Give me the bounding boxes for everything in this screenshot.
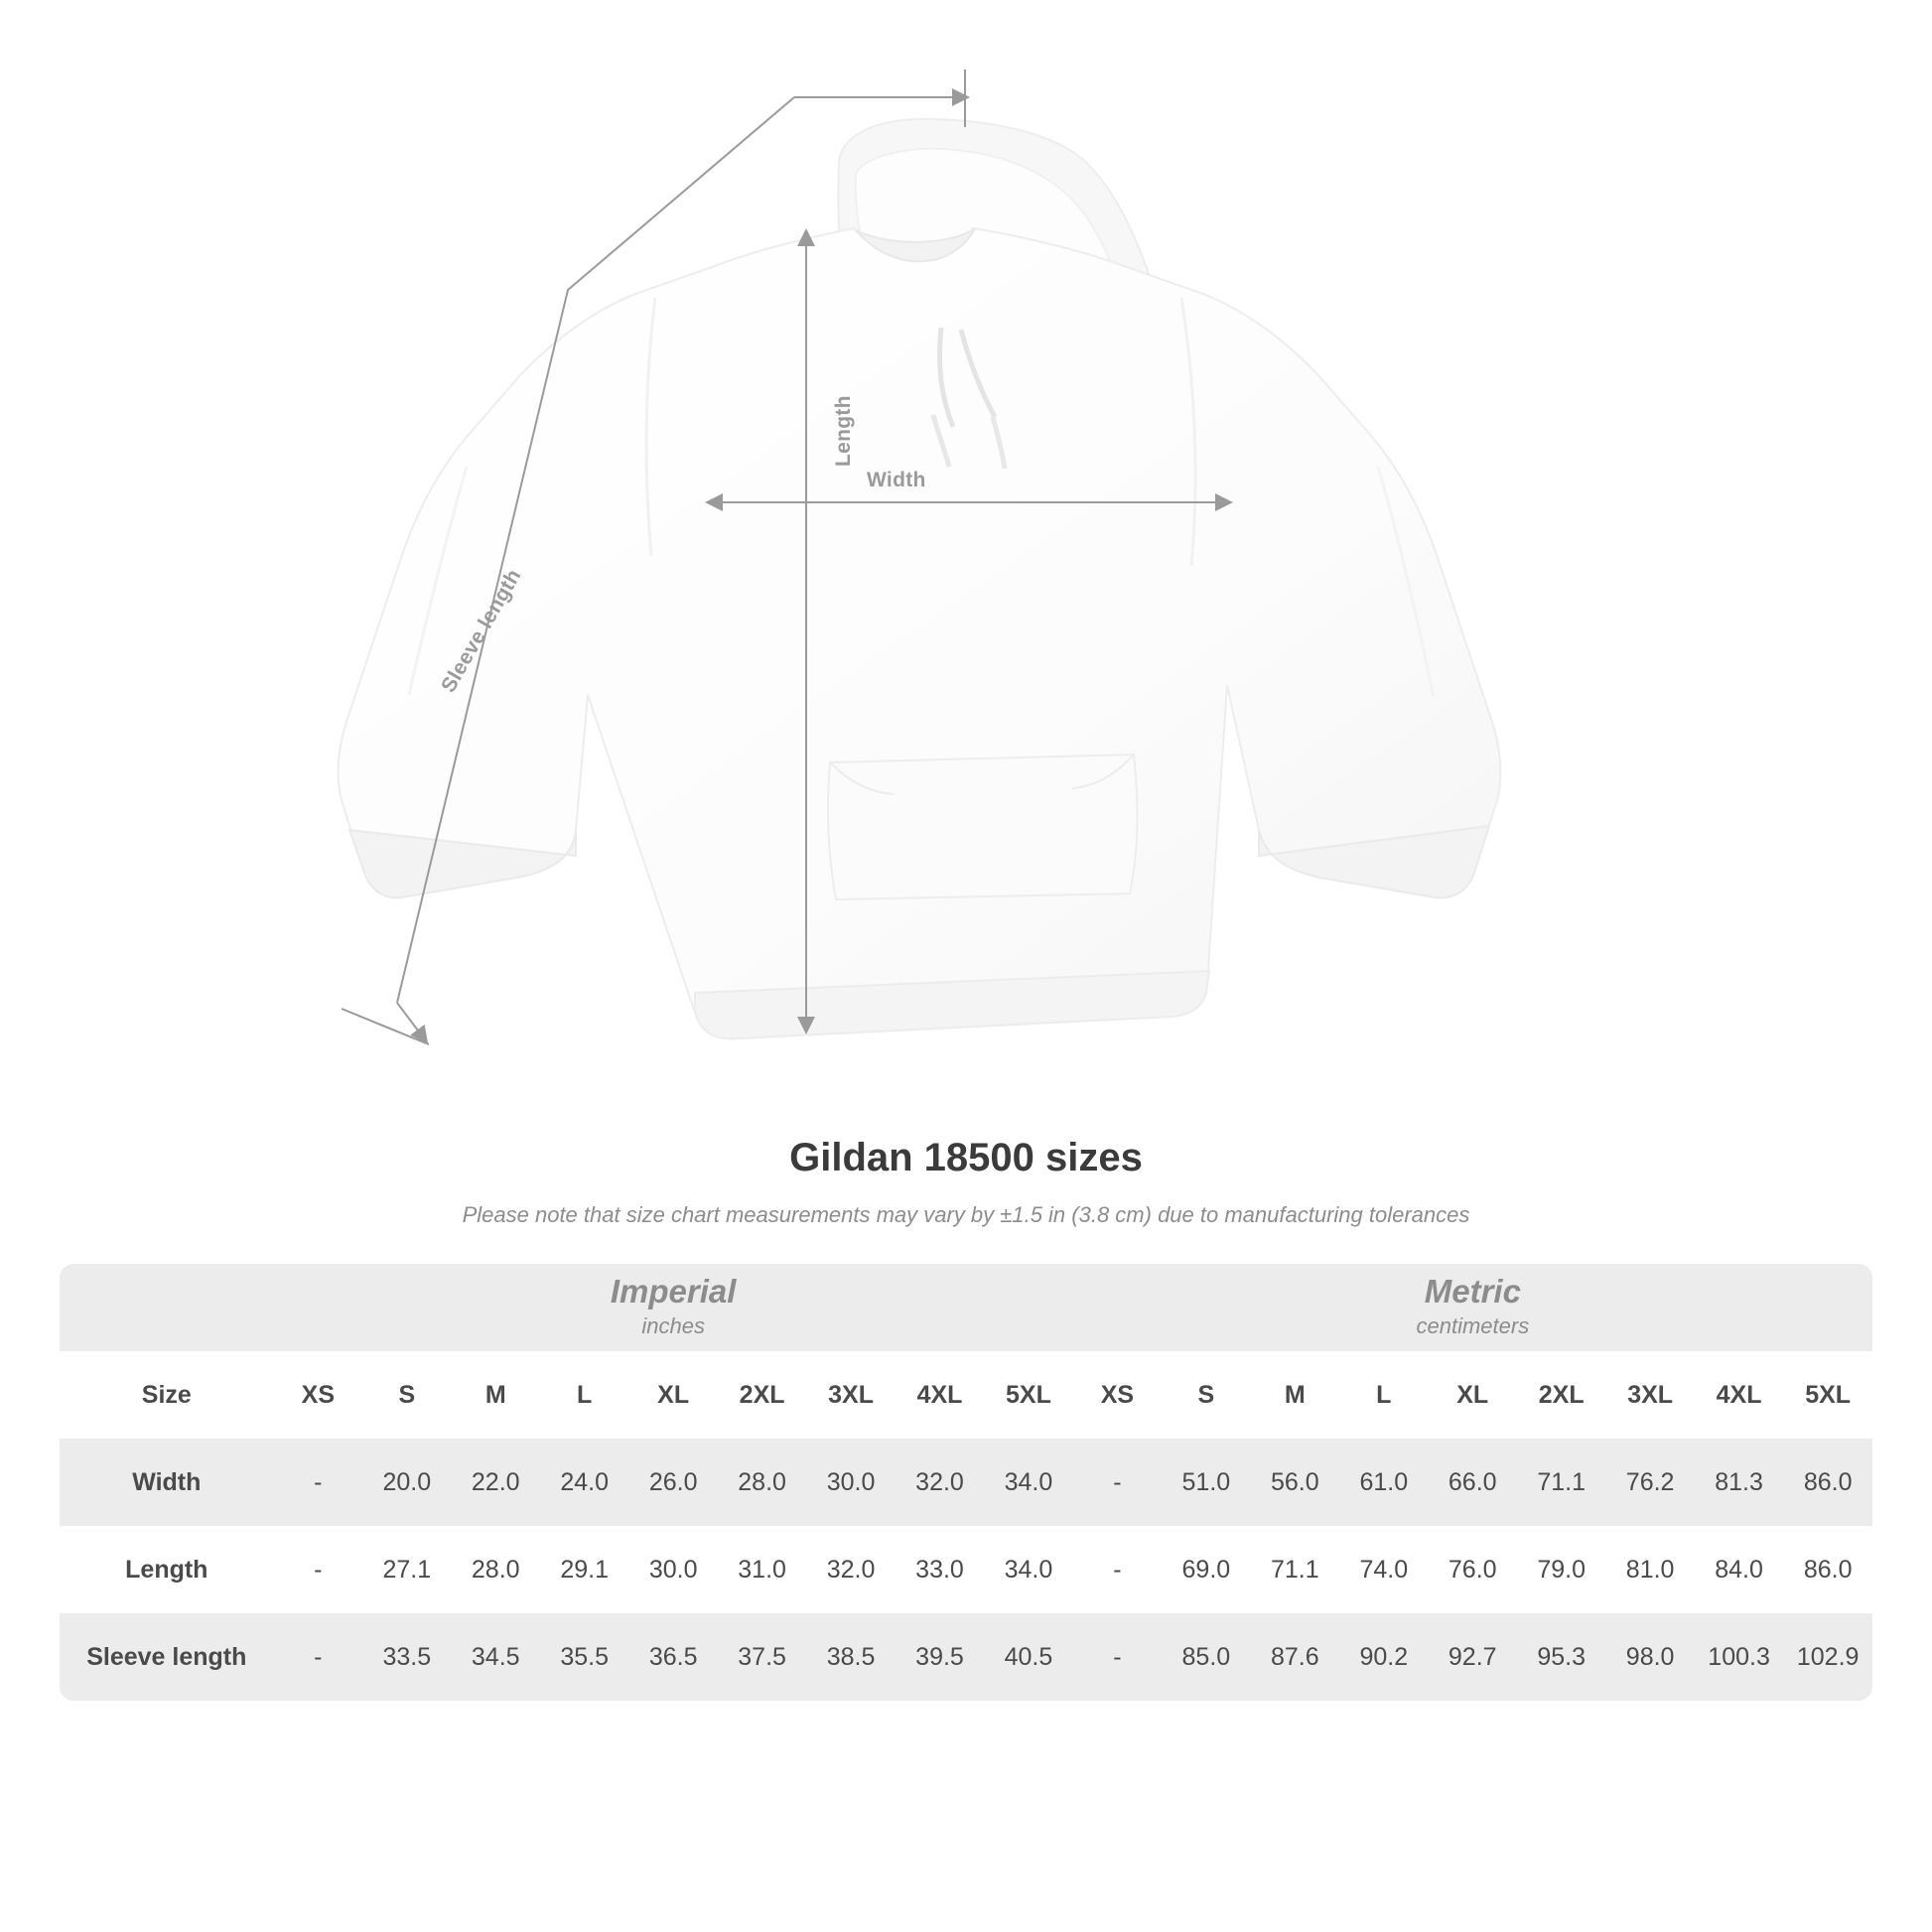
cell-width-metric-s: 51.0 <box>1162 1439 1250 1526</box>
cell-width-metric-xs: - <box>1073 1439 1162 1526</box>
title-block <box>0 1136 1932 1228</box>
cell-sleeve-imperial-3xl: 38.5 <box>806 1613 895 1701</box>
size-col-metric-xs: XS <box>1073 1351 1162 1439</box>
unit-header-spacer <box>60 1264 274 1351</box>
size-chart-table <box>60 1264 1872 1701</box>
page-title: Gildan 18500 sizes <box>789 1136 1143 1179</box>
cell-length-metric-xl: 76.0 <box>1429 1526 1517 1613</box>
cell-sleeve-metric-xs: - <box>1073 1613 1162 1701</box>
size-col-metric-l: L <box>1339 1351 1428 1439</box>
cell-width-metric-l: 61.0 <box>1339 1439 1428 1526</box>
cell-width-metric-4xl: 81.3 <box>1695 1439 1783 1526</box>
cell-sleeve-metric-xl: 92.7 <box>1429 1613 1517 1701</box>
cell-sleeve-imperial-xl: 36.5 <box>628 1613 717 1701</box>
cell-sleeve-imperial-4xl: 39.5 <box>896 1613 984 1701</box>
cell-length-metric-xs: - <box>1073 1526 1162 1613</box>
row-label-length: Length <box>60 1526 274 1613</box>
cell-length-imperial-5xl: 34.0 <box>984 1526 1072 1613</box>
size-col-metric-2xl: 2XL <box>1517 1351 1605 1439</box>
cell-length-imperial-3xl: 32.0 <box>806 1526 895 1613</box>
cell-sleeve-metric-3xl: 98.0 <box>1605 1613 1694 1701</box>
size-col-metric-5xl: 5XL <box>1783 1351 1872 1439</box>
cell-length-imperial-4xl: 33.0 <box>896 1526 984 1613</box>
cell-width-metric-2xl: 71.1 <box>1517 1439 1605 1526</box>
cell-length-metric-5xl: 86.0 <box>1783 1526 1872 1613</box>
unit-header-row <box>60 1264 1872 1351</box>
cell-width-imperial-4xl: 32.0 <box>896 1439 984 1526</box>
size-header-label: Size <box>60 1351 274 1439</box>
size-col-metric-s: S <box>1162 1351 1250 1439</box>
cell-width-imperial-3xl: 30.0 <box>806 1439 895 1526</box>
cell-length-metric-3xl: 81.0 <box>1605 1526 1694 1613</box>
width-label: Width <box>867 469 926 491</box>
cell-width-imperial-xs: - <box>274 1439 362 1526</box>
cell-length-metric-2xl: 79.0 <box>1517 1526 1605 1613</box>
size-col-metric-m: M <box>1251 1351 1339 1439</box>
size-col-metric-4xl: 4XL <box>1695 1351 1783 1439</box>
cell-sleeve-metric-s: 85.0 <box>1162 1613 1250 1701</box>
cell-width-imperial-xl: 26.0 <box>628 1439 717 1526</box>
cell-length-metric-l: 74.0 <box>1339 1526 1428 1613</box>
cell-sleeve-imperial-m: 34.5 <box>452 1613 540 1701</box>
cell-width-metric-xl: 66.0 <box>1429 1439 1517 1526</box>
tolerance-note: Please note that size chart measurements may vary by ±1.5 in (3.8 cm) due to manufacturing tolerances <box>462 1202 1470 1227</box>
cell-sleeve-imperial-2xl: 37.5 <box>718 1613 806 1701</box>
size-col-imperial-xs: XS <box>274 1351 362 1439</box>
cell-length-metric-s: 69.0 <box>1162 1526 1250 1613</box>
cell-width-metric-m: 56.0 <box>1251 1439 1339 1526</box>
cell-sleeve-metric-2xl: 95.3 <box>1517 1613 1605 1701</box>
cell-sleeve-metric-m: 87.6 <box>1251 1613 1339 1701</box>
cell-sleeve-imperial-l: 35.5 <box>540 1613 628 1701</box>
cell-sleeve-imperial-5xl: 40.5 <box>984 1613 1072 1701</box>
cell-width-imperial-m: 22.0 <box>452 1439 540 1526</box>
row-label-width: Width <box>60 1439 274 1526</box>
size-header-row <box>60 1351 1872 1439</box>
table-row <box>60 1613 1872 1701</box>
size-chart-table-wrap <box>60 1264 1872 1701</box>
length-label: Length <box>832 395 855 467</box>
cell-length-imperial-s: 27.1 <box>362 1526 451 1613</box>
unit-metric-sub: centimeters <box>1416 1313 1530 1339</box>
table-row <box>60 1526 1872 1613</box>
cell-length-metric-4xl: 84.0 <box>1695 1526 1783 1613</box>
size-col-imperial-l: L <box>540 1351 628 1439</box>
cell-sleeve-metric-4xl: 100.3 <box>1695 1613 1783 1701</box>
unit-header-metric <box>1073 1264 1872 1351</box>
row-label-sleeve-length: Sleeve length <box>60 1613 274 1701</box>
cell-sleeve-imperial-s: 33.5 <box>362 1613 451 1701</box>
cell-width-metric-3xl: 76.2 <box>1605 1439 1694 1526</box>
cell-width-imperial-5xl: 34.0 <box>984 1439 1072 1526</box>
cell-sleeve-imperial-xs: - <box>274 1613 362 1701</box>
size-col-imperial-5xl: 5XL <box>984 1351 1072 1439</box>
size-col-imperial-4xl: 4XL <box>896 1351 984 1439</box>
size-col-imperial-2xl: 2XL <box>718 1351 806 1439</box>
unit-imperial-sub: inches <box>641 1313 705 1339</box>
sleeve-length-label: Sleeve length <box>437 565 526 697</box>
size-col-imperial-s: S <box>362 1351 451 1439</box>
size-col-imperial-m: M <box>452 1351 540 1439</box>
cell-length-imperial-2xl: 31.0 <box>718 1526 806 1613</box>
unit-metric-name: Metric <box>1424 1272 1521 1310</box>
cell-width-imperial-2xl: 28.0 <box>718 1439 806 1526</box>
cell-length-imperial-l: 29.1 <box>540 1526 628 1613</box>
cell-length-imperial-xs: - <box>274 1526 362 1613</box>
cell-length-metric-m: 71.1 <box>1251 1526 1339 1613</box>
cell-length-imperial-m: 28.0 <box>452 1526 540 1613</box>
cell-sleeve-metric-l: 90.2 <box>1339 1613 1428 1701</box>
size-col-imperial-3xl: 3XL <box>806 1351 895 1439</box>
cell-length-imperial-xl: 30.0 <box>628 1526 717 1613</box>
table-row <box>60 1439 1872 1526</box>
cell-sleeve-metric-5xl: 102.9 <box>1783 1613 1872 1701</box>
cell-width-metric-5xl: 86.0 <box>1783 1439 1872 1526</box>
size-col-metric-xl: XL <box>1429 1351 1517 1439</box>
cell-width-imperial-s: 20.0 <box>362 1439 451 1526</box>
size-col-imperial-xl: XL <box>628 1351 717 1439</box>
size-col-metric-3xl: 3XL <box>1605 1351 1694 1439</box>
unit-header-imperial <box>274 1264 1073 1351</box>
cell-width-imperial-l: 24.0 <box>540 1439 628 1526</box>
unit-imperial-name: Imperial <box>610 1272 737 1310</box>
